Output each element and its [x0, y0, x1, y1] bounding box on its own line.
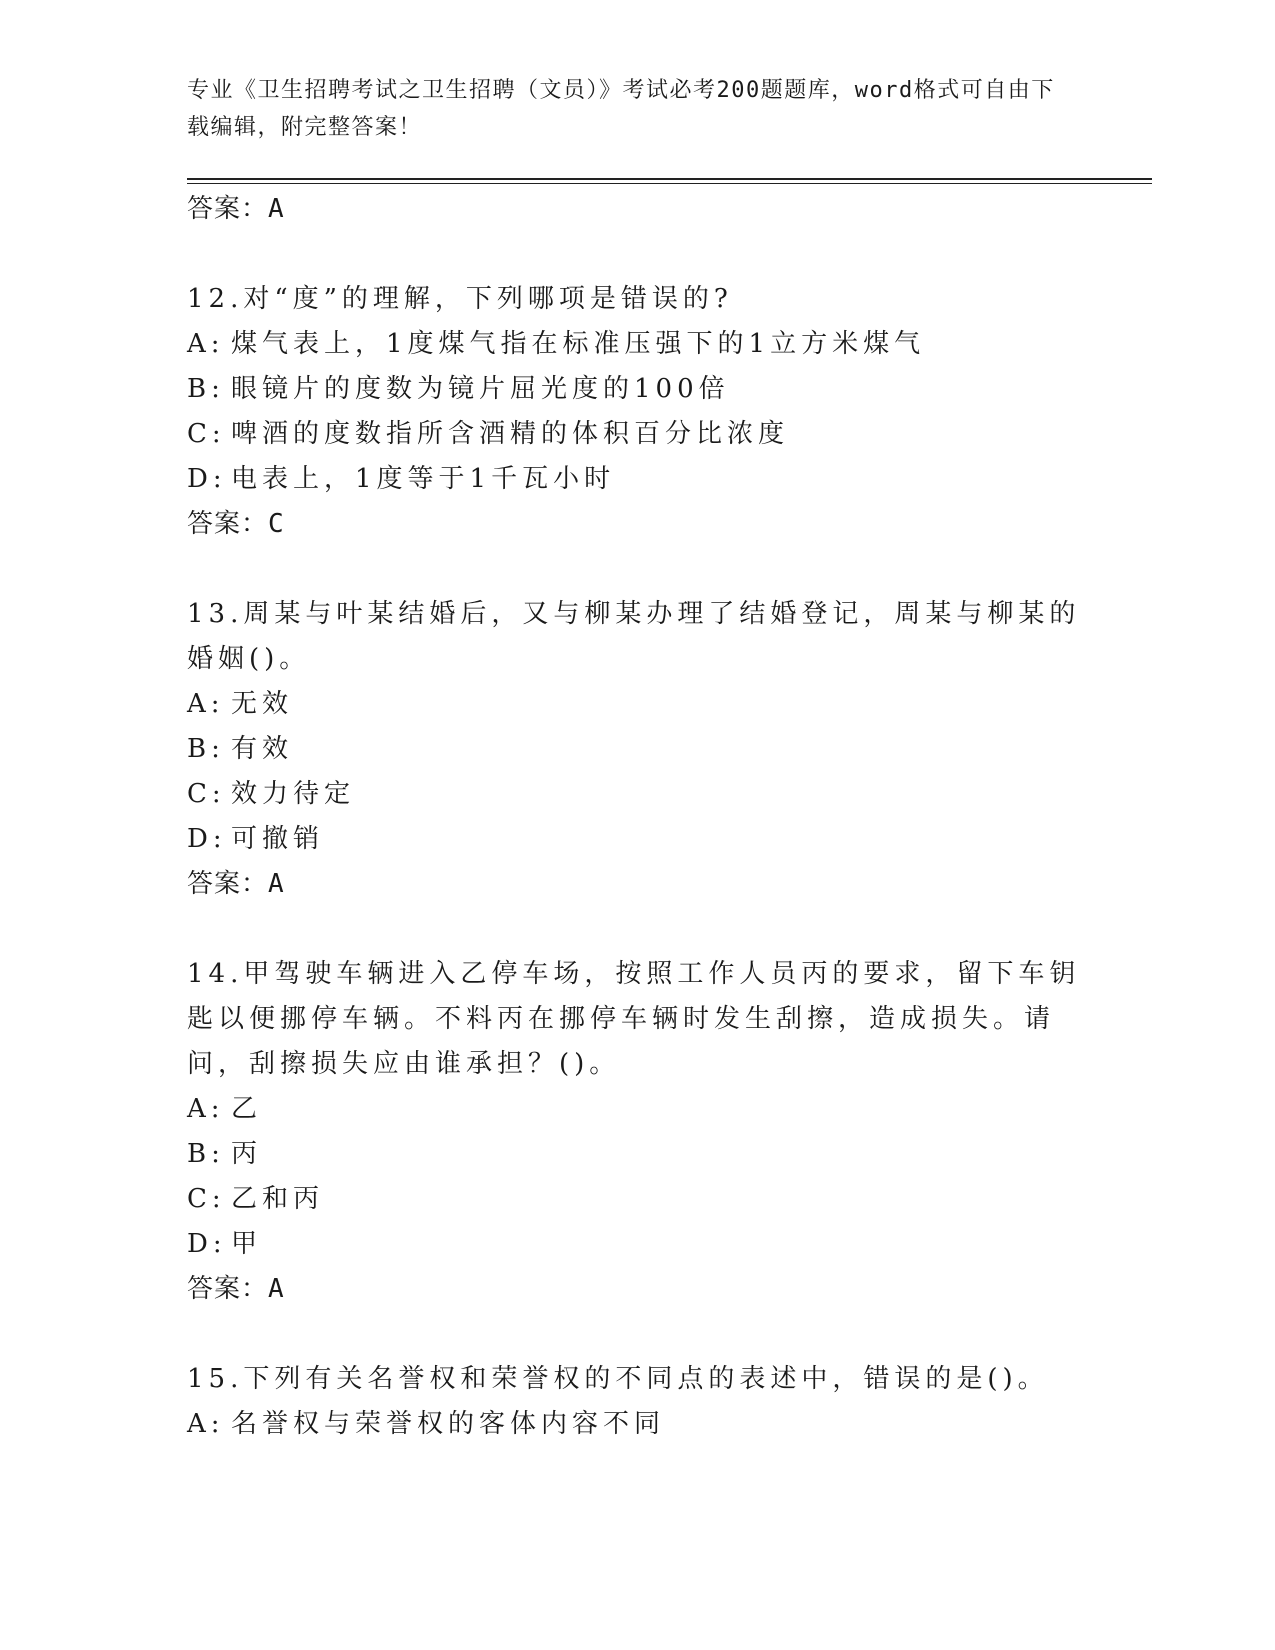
option-letter: B: [187, 374, 225, 404]
option-letter: D: [187, 464, 227, 494]
option-b [187, 1132, 1087, 1177]
option-d [187, 817, 1087, 862]
option-letter: C: [187, 1184, 226, 1214]
option-letter: A: [187, 1409, 225, 1439]
question-stem: 14.甲驾驶车辆进入乙停车场，按照工作人员丙的要求，留下车钥匙以便挪停车辆。不料丙在挪停车辆时发生刮擦，造成损失。请问，刮擦损失应由谁承担？()。 [187, 959, 1081, 1079]
option-letter: A: [187, 689, 225, 719]
question-stem: 15.下列有关名誉权和荣誉权的不同点的表述中，错误的是()。 [187, 1364, 1049, 1394]
option-text: 煤气表上，1度煤气指在标准压强下的1立方米煤气 [231, 329, 926, 359]
option-text: 可撤销 [231, 824, 325, 854]
option-text: 眼镜片的度数为镜片屈光度的100倍 [231, 374, 730, 404]
option-letter: C: [187, 419, 226, 449]
option-b [187, 367, 1087, 412]
option-text: 效力待定 [231, 779, 356, 809]
header-rule-thin [187, 183, 1152, 184]
option-letter: B: [187, 734, 225, 764]
question-block [187, 1357, 1087, 1447]
option-text: 乙和丙 [231, 1184, 325, 1214]
option-a [187, 322, 1087, 367]
option-text: 乙 [231, 1094, 263, 1124]
option-text: 甲 [231, 1229, 263, 1259]
option-text: 丙 [231, 1139, 263, 1169]
option-c [187, 772, 1087, 817]
question-block [187, 592, 1087, 907]
document-body [187, 187, 1087, 1447]
option-a [187, 1087, 1087, 1132]
spacer [187, 907, 1087, 952]
option-text: 啤酒的度数指所含酒精的体积百分比浓度 [231, 419, 790, 449]
option-letter: D: [187, 824, 227, 854]
option-d [187, 457, 1087, 502]
option-text: 有效 [231, 734, 294, 764]
option-a [187, 1402, 1087, 1447]
question-stem: 12.对“度”的理解，下列哪项是错误的? [187, 284, 733, 314]
option-text: 电表上，1度等于1千瓦小时 [231, 464, 616, 494]
question-block [187, 277, 1087, 547]
spacer [187, 1312, 1087, 1357]
option-c [187, 412, 1087, 457]
option-letter: C: [187, 779, 226, 809]
document-header: 专业《卫生招聘考试之卫生招聘（文员）》考试必考200题题库，word格式可自由下载编辑，附完整答案！ [187, 78, 1055, 140]
option-text: 名誉权与荣誉权的客体内容不同 [231, 1409, 666, 1439]
option-a [187, 682, 1087, 727]
option-letter: B: [187, 1139, 225, 1169]
question-stem: 13.周某与叶某结婚后，又与柳某办理了结婚登记，周某与柳某的婚姻()。 [187, 599, 1081, 674]
option-letter: D: [187, 1229, 227, 1259]
spacer [187, 232, 1087, 277]
option-b [187, 727, 1087, 772]
answer-line: 答案：A [187, 869, 285, 899]
answer-line: 答案：A [187, 194, 285, 224]
option-letter: A: [187, 329, 225, 359]
option-c [187, 1177, 1087, 1222]
option-d [187, 1222, 1087, 1267]
spacer [187, 547, 1087, 592]
header-rule-thick [187, 178, 1152, 180]
answer-line: 答案：C [187, 509, 285, 539]
option-letter: A: [187, 1094, 225, 1124]
option-text: 无效 [231, 689, 294, 719]
answer-line: 答案：A [187, 1274, 285, 1304]
question-block [187, 952, 1087, 1312]
